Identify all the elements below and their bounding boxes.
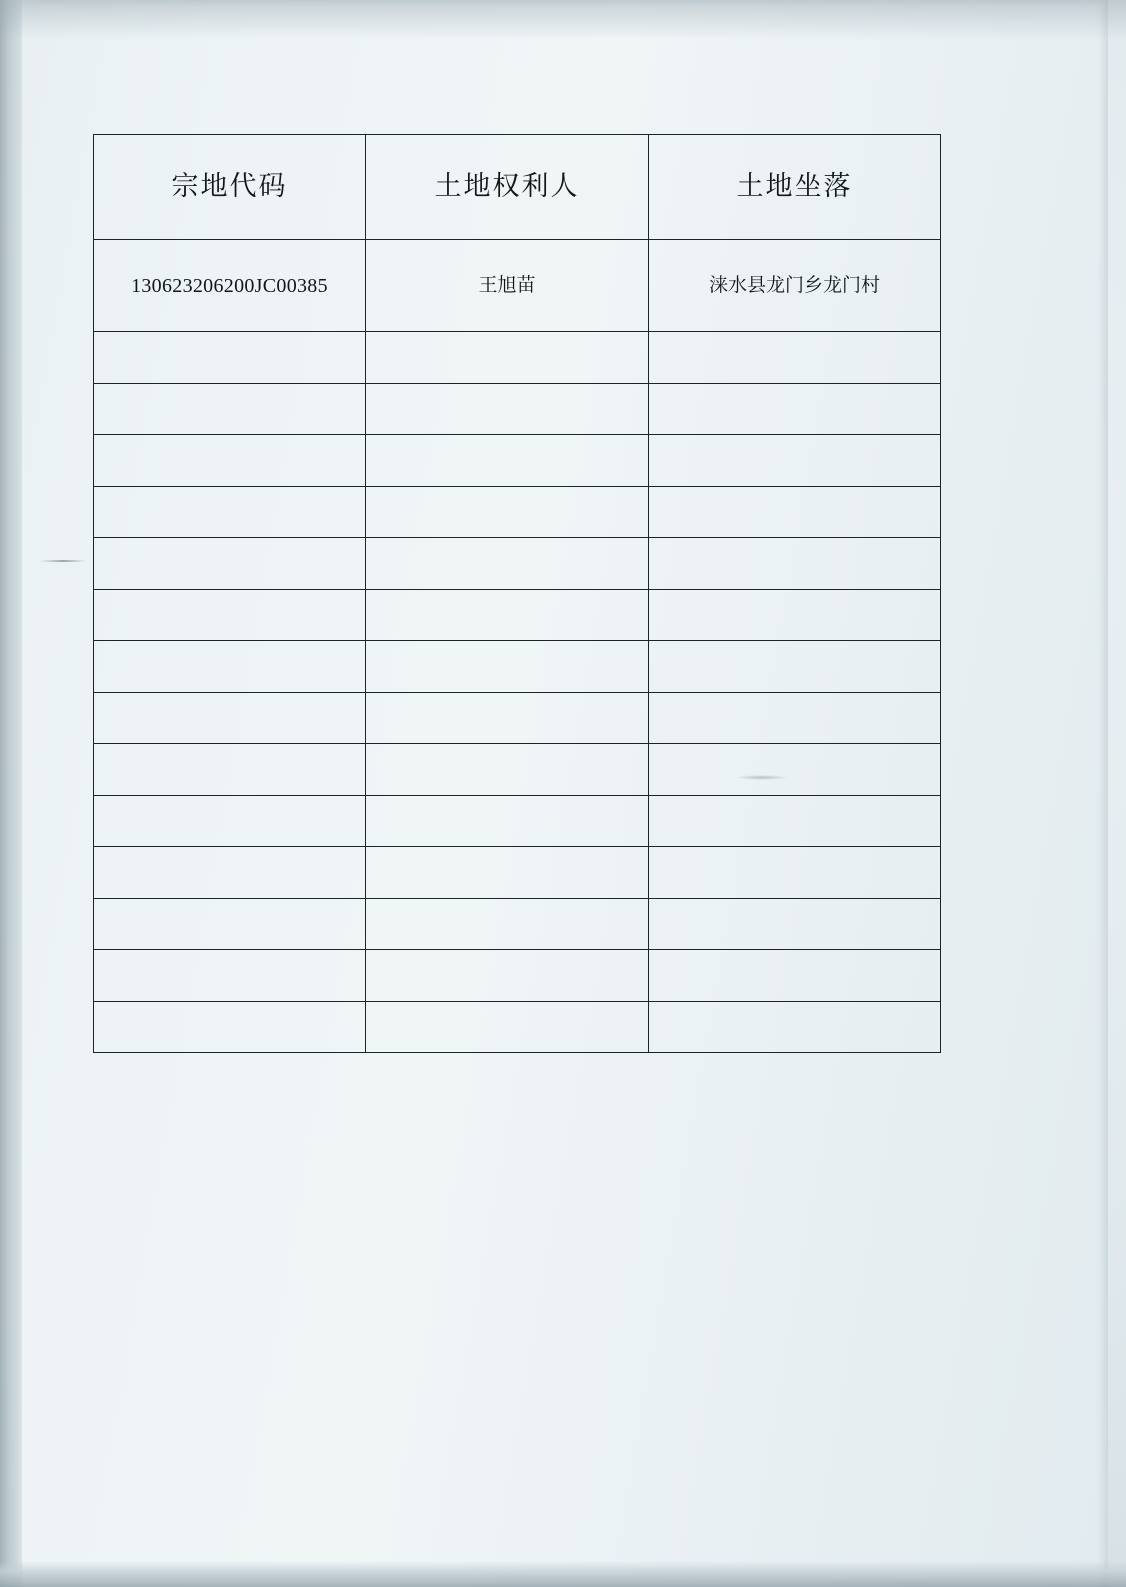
scan-top-shadow [0, 0, 1126, 40]
cell-land-owner [366, 950, 649, 1002]
cell-parcel-code [94, 950, 366, 1002]
cell-land-owner [366, 240, 649, 332]
cell-parcel-code [94, 589, 366, 641]
cell-land-location [649, 692, 941, 744]
header-text: 土地坐落 [736, 170, 853, 202]
cell-parcel-code [94, 435, 366, 487]
cell-parcel-code [94, 744, 366, 796]
table-empty-row [94, 692, 941, 744]
cell-parcel-code [94, 692, 366, 744]
cell-land-owner [366, 1001, 649, 1053]
land-parcel-table [93, 134, 941, 1053]
cell-land-owner [366, 641, 649, 693]
cell-parcel-code [94, 847, 366, 899]
header-text: 土地权利人 [434, 170, 580, 202]
cell-land-location [649, 589, 941, 641]
cell-parcel-code [94, 898, 366, 950]
cell-land-location [649, 641, 941, 693]
cell-land-location [649, 486, 941, 538]
cell-land-location [649, 898, 941, 950]
scan-bottom-edge [0, 1561, 1126, 1587]
cell-land-owner [366, 332, 649, 384]
cell-parcel-code [94, 486, 366, 538]
cell-land-location [649, 240, 941, 332]
cell-parcel-code [94, 240, 366, 332]
cell-land-location [649, 795, 941, 847]
scan-left-edge [0, 0, 22, 1587]
table-empty-row [94, 950, 941, 1002]
table-row [94, 240, 941, 332]
cell-land-owner [366, 898, 649, 950]
cell-parcel-code [94, 538, 366, 590]
paper-crease-mark [40, 560, 86, 562]
cell-land-owner [366, 589, 649, 641]
cell-land-location [649, 744, 941, 796]
table-empty-rows [94, 332, 941, 1053]
cell-parcel-code [94, 641, 366, 693]
table-empty-row [94, 847, 941, 899]
table-empty-row [94, 641, 941, 693]
cell-land-owner [366, 486, 649, 538]
cell-land-owner [366, 383, 649, 435]
cell-parcel-code [94, 1001, 366, 1053]
table-header-row [94, 135, 941, 240]
table-empty-row [94, 486, 941, 538]
cell-land-location [649, 383, 941, 435]
cell-land-location [649, 332, 941, 384]
table-empty-row [94, 435, 941, 487]
cell-land-owner [366, 538, 649, 590]
cell-land-owner [366, 744, 649, 796]
table-empty-row [94, 383, 941, 435]
table-body [94, 240, 941, 332]
cell-land-owner [366, 795, 649, 847]
cell-land-location [649, 1001, 941, 1053]
column-header-land-owner [366, 135, 649, 240]
header-text: 宗地代码 [171, 170, 288, 202]
table-empty-row [94, 744, 941, 796]
cell-land-location [649, 847, 941, 899]
cell-land-owner [366, 847, 649, 899]
table-empty-row [94, 538, 941, 590]
cell-land-owner [366, 692, 649, 744]
cell-text: 130623206200JC00385 [131, 274, 328, 297]
table-empty-row [94, 795, 941, 847]
cell-land-owner [366, 435, 649, 487]
table-empty-row [94, 332, 941, 384]
cell-parcel-code [94, 332, 366, 384]
table-empty-row [94, 898, 941, 950]
cell-text: 王旭苗 [478, 274, 536, 297]
cell-parcel-code [94, 383, 366, 435]
table-empty-row [94, 1001, 941, 1053]
table-empty-row [94, 589, 941, 641]
cell-land-location [649, 435, 941, 487]
cell-text: 涞水县龙门乡龙门村 [708, 274, 880, 297]
column-header-land-location [649, 135, 941, 240]
cell-parcel-code [94, 795, 366, 847]
cell-land-location [649, 950, 941, 1002]
column-header-parcel-code [94, 135, 366, 240]
cell-land-location [649, 538, 941, 590]
